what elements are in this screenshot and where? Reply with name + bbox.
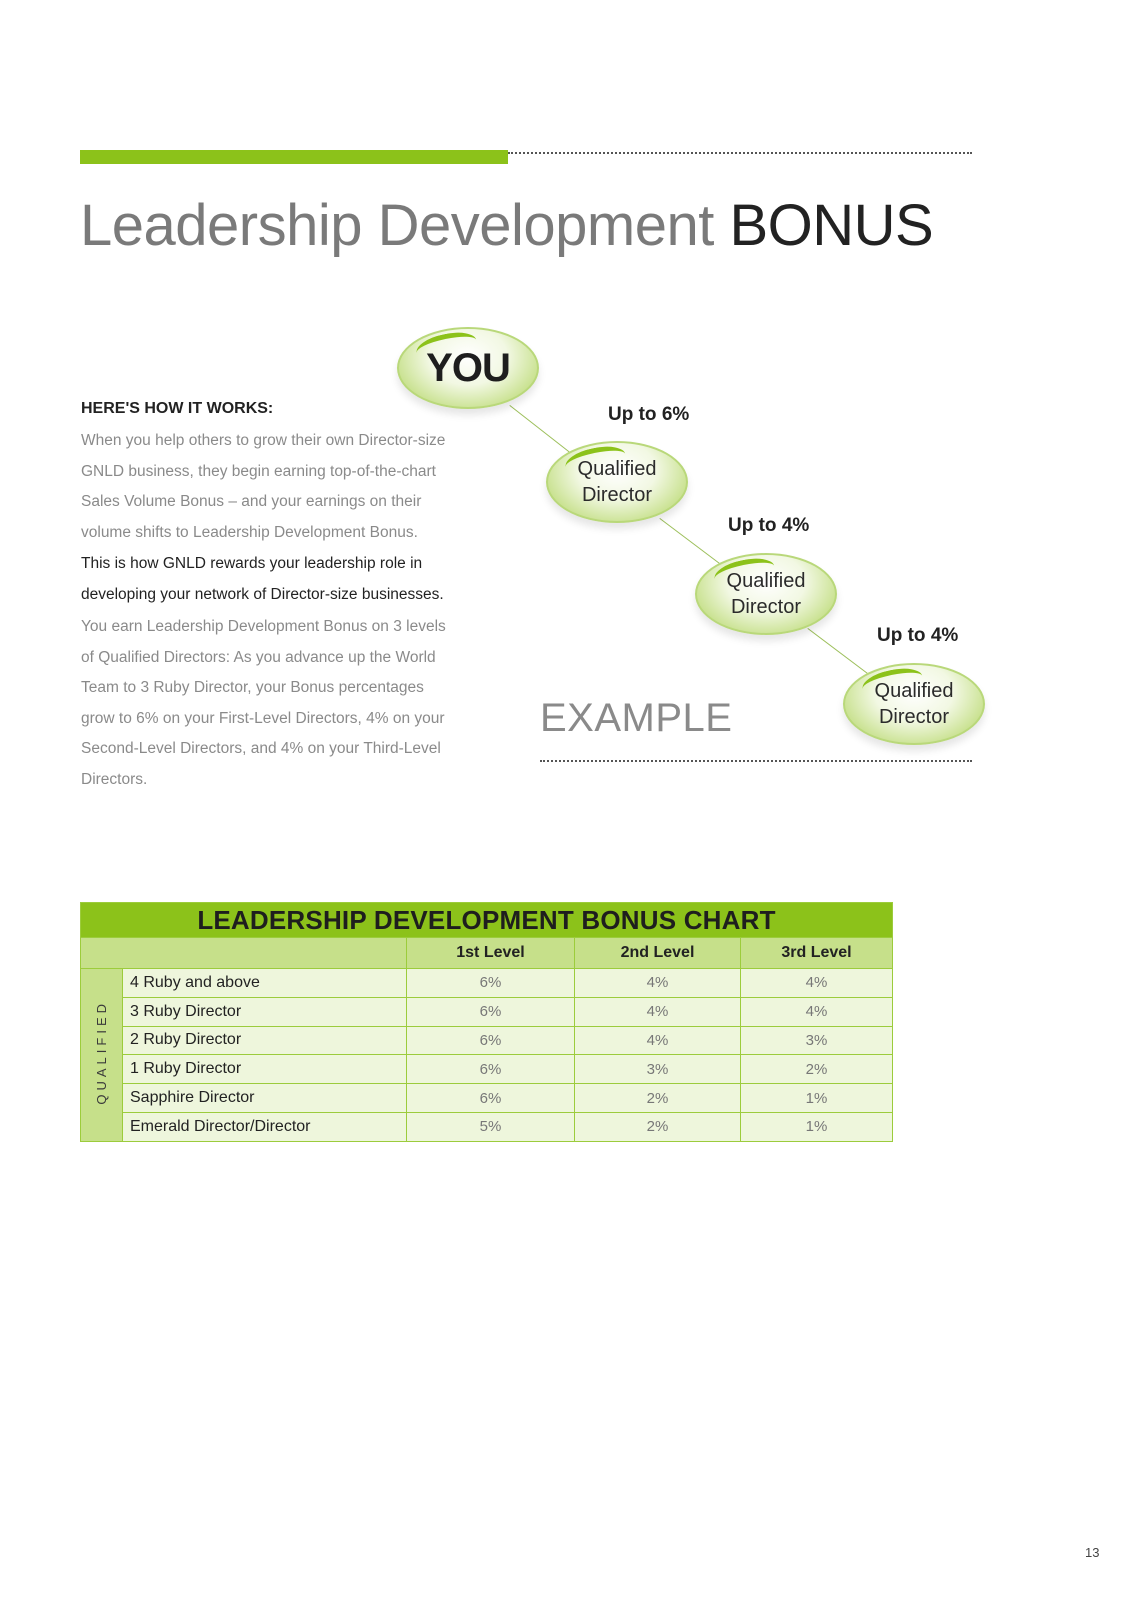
level-1-percent: Up to 6%: [608, 404, 690, 425]
row-rank-label: 1 Ruby Director: [123, 1055, 407, 1084]
page-title-bold: BONUS: [729, 193, 934, 258]
row-rank-label: Sapphire Director: [123, 1084, 407, 1113]
page-number: 13: [1085, 1545, 1100, 1560]
node-2-line-2: Director: [730, 596, 801, 618]
cell-value: 6%: [407, 1084, 575, 1113]
level-3-percent: Up to 4%: [877, 625, 959, 646]
qualified-director-node-2: [695, 553, 837, 635]
table-row: [81, 1026, 893, 1055]
table-row: [81, 1112, 893, 1141]
cell-value: 6%: [407, 1026, 575, 1055]
header-dotted-rule: [508, 152, 972, 154]
column-header-2nd-level: 2nd Level: [575, 938, 741, 969]
page-title: [80, 192, 933, 259]
table-row: [81, 969, 893, 998]
cell-value: 2%: [575, 1112, 741, 1141]
cell-value: 2%: [741, 1055, 893, 1084]
row-rank-label: 2 Ruby Director: [123, 1026, 407, 1055]
table-row: [81, 997, 893, 1026]
cell-value: 6%: [407, 997, 575, 1026]
you-node: [397, 327, 539, 409]
cell-value: 3%: [741, 1026, 893, 1055]
row-rank-label: 3 Ruby Director: [123, 997, 407, 1026]
page-title-light: Leadership Development: [80, 193, 714, 258]
how-it-works-heading: HERE'S HOW IT WORKS:: [81, 400, 274, 417]
table-title: LEADERSHIP DEVELOPMENT BONUS CHART: [81, 903, 893, 938]
cell-value: 4%: [575, 969, 741, 998]
cell-value: 3%: [575, 1055, 741, 1084]
cell-value: 6%: [407, 969, 575, 998]
cell-value: 1%: [741, 1112, 893, 1141]
node-3-line-1: Qualified: [874, 680, 954, 702]
qualified-director-node-1: [546, 441, 688, 523]
example-dotted-rule: [540, 760, 972, 762]
cell-value: 5%: [407, 1112, 575, 1141]
node-1-line-2: Director: [581, 484, 652, 506]
example-label: EXAMPLE: [540, 696, 733, 740]
qualified-side-label: QUALIFIED: [81, 969, 123, 1142]
level-2-percent: Up to 4%: [728, 515, 810, 536]
row-rank-label: Emerald Director/Director: [123, 1112, 407, 1141]
bonus-chart-table: [80, 902, 893, 1142]
header-accent-bar: [80, 150, 508, 164]
node-2-line-1: Qualified: [726, 570, 806, 592]
table-row: [81, 1084, 893, 1113]
cell-value: 1%: [741, 1084, 893, 1113]
table-header-blank: [81, 938, 407, 969]
node-3-line-2: Director: [878, 706, 949, 728]
node-1-line-1: Qualified: [577, 458, 657, 480]
cell-value: 4%: [575, 997, 741, 1026]
intro-paragraph-3: You earn Leadership Development Bonus on 3 levels of Qualified Directors: As you advance up the World Team to 3 Ruby Director, your Bonus percentages grow to 6% on your First-Level Directors, 4% on your Second-Level Directors, and 4% on your Third-Level Directors.: [81, 618, 446, 788]
you-node-label: YOU: [426, 346, 510, 390]
cell-value: 6%: [407, 1055, 575, 1084]
qualified-director-node-3: [843, 663, 985, 745]
column-header-3rd-level: 3rd Level: [741, 938, 893, 969]
cell-value: 4%: [575, 1026, 741, 1055]
table-row: [81, 1055, 893, 1084]
cell-value: 2%: [575, 1084, 741, 1113]
row-rank-label: 4 Ruby and above: [123, 969, 407, 998]
intro-paragraph-2: This is how GNLD rewards your leadership role in developing your network of Director-size businesses.: [81, 555, 444, 603]
intro-paragraph-1: When you help others to grow their own Director-size GNLD business, they begin earning top-of-the-chart Sales Volume Bonus – and your earnings on their volume shifts to Leadership Development Bonus.: [81, 432, 446, 541]
column-header-1st-level: 1st Level: [407, 938, 575, 969]
cell-value: 4%: [741, 997, 893, 1026]
cell-value: 4%: [741, 969, 893, 998]
